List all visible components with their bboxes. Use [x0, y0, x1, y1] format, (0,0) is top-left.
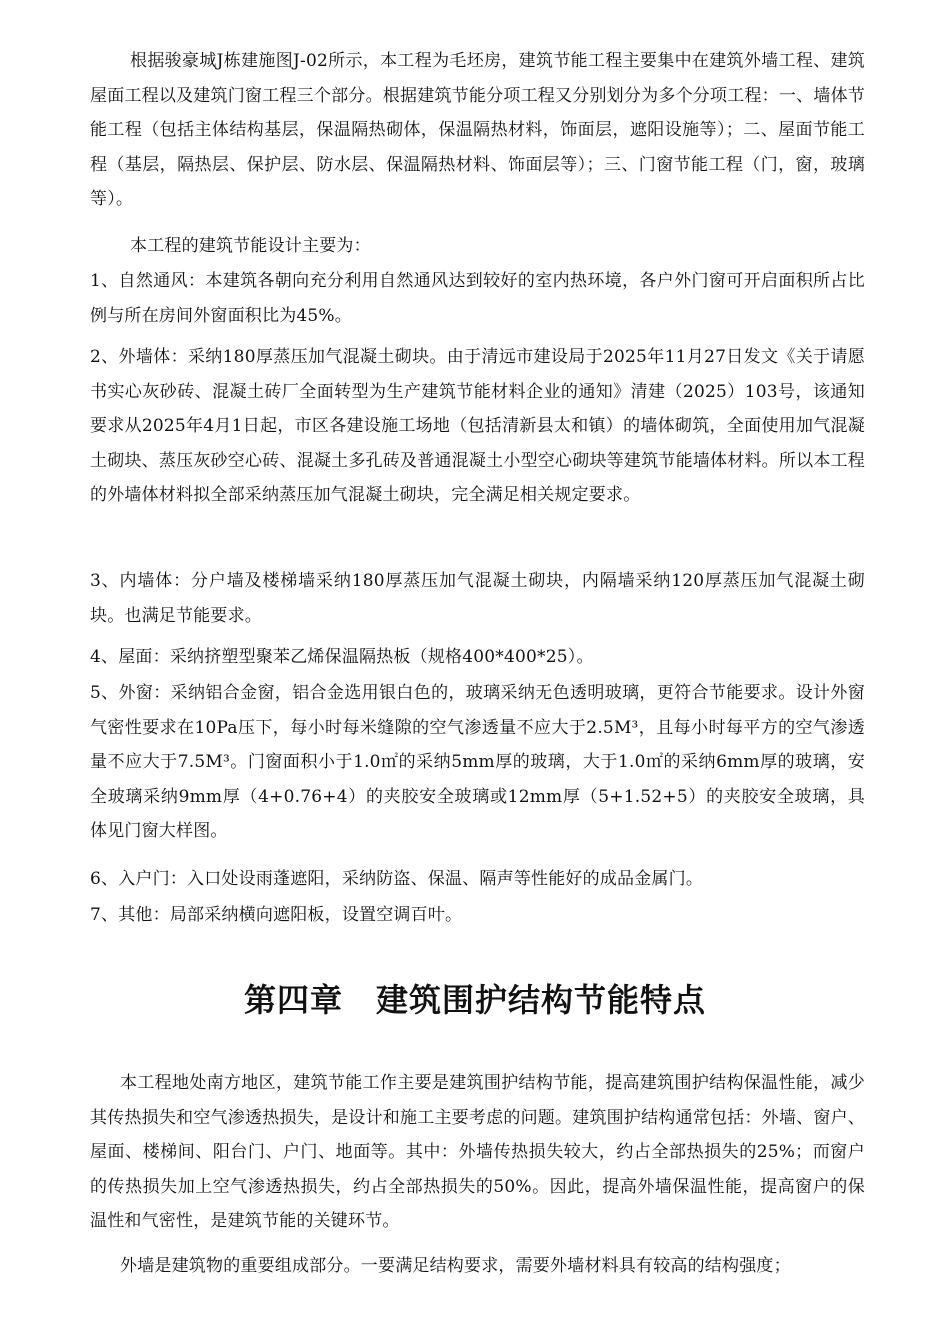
design-item-entry-door: 6、入户门：入口处设雨蓬遮阳，采纳防盗、保温、隔声等性能好的成品金属门。 [90, 869, 704, 889]
intro-paragraph: 根据骏豪城J栋建施图J-02所示，本工程为毛坯房，建筑节能工程主要集中在建筑外墙工程、建筑屋面工程以及建筑门窗工程三个部分。根据建筑节能分项工程又分别划分为多个分项工程：一、墙体节能工程（包括主体结构基层，保温隔热砌体，保温隔热材料，饰面层，遮阳设施等）；二、屋面节能工程（基层，隔热层、保护层、防水层、保温隔热材料、饰面层等）；三、门窗节能工程（门，窗，玻璃等）。 [90, 51, 865, 209]
chapter-title: 第四章 建筑围护结构节能特点 [243, 981, 706, 1019]
design-item-other: 7、其他：局部采纳横向遮阳板，设置空调百叶。 [90, 905, 463, 925]
design-item-interior-wall: 3、内墙体：分户墙及楼梯墙采纳180厚蒸压加气混凝土砌块，内隔墙采纳120厚蒸压加气混凝土砌块。也满足节能要求。 [90, 571, 865, 626]
design-item-ventilation: 1、自然通风：本建筑各朝向充分利用自然通风达到较好的室内热环境，各户外门窗可开启面积所占比例与所在房间外窗面积比为45%。 [90, 271, 865, 326]
design-item-exterior-wall: 2、外墙体：采纳180厚蒸压加气混凝土砌块。由于清远市建设局于2025年11月27日发文《关于请愿书实心灰砂砖、混凝土砖厂全面转型为生产建筑节能材料企业的通知》清建（2025）103号，该通知要求从2025年4月1日起，市区各建设施工场地（包括清新县太和镇）的墙体砌筑，全面使用加气混凝土砌块、蒸压灰砂空心砖、混凝土多孔砖及普通混凝土小型空心砌块等建筑节能墙体材料。所以本工程的外墙体材料拟全部采纳蒸压加气混凝土砌块，完全满足相关规定要求。 [90, 347, 865, 505]
chapter-paragraph-1: 本工程地处南方地区，建筑节能工作主要是建筑围护结构节能，提高建筑围护结构保温性能，减少其传热损失和空气渗透热损失，是设计和施工主要考虑的问题。建筑围护结构通常包括：外墙、窗户、屋面、楼梯间、阳台门、户门、地面等。其中：外墙传热损失较大，约占全部热损失的25%；而窗户的传热损失加上空气渗透热损失，约占全部热损失的50%。因此，提高外墙保温性能，提高窗户的保温性和气密性，是建筑节能的关键环节。 [90, 1073, 865, 1231]
design-intro-paragraph: 本工程的建筑节能设计主要为： [130, 236, 371, 256]
design-item-roof: 4、屋面：采纳挤塑型聚苯乙烯保温隔热板（规格400*400*25）。 [90, 647, 594, 667]
design-item-exterior-window: 5、外窗：采纳铝合金窗，铝合金选用银白色的，玻璃采纳无色透明玻璃，更符合节能要求。设计外窗气密性要求在10Pa压下，每小时每米缝隙的空气渗透量不应大于2.5M³，且每小时每平方的空气渗透量不应大于7.5M³。门窗面积小于1.0㎡的采纳5mm厚的玻璃，大于1.0㎡的采纳6mm厚的玻璃，安全玻璃采纳9mm厚（4+0.76+4）的夹胶安全玻璃或12mm厚（5+1.52+5）的夹胶安全玻璃，具体见门窗大样图。 [90, 683, 865, 841]
chapter-paragraph-2: 外墙是建筑物的重要组成部分。一要满足结构要求，需要外墙材料具有较高的结构强度； [120, 1256, 791, 1276]
